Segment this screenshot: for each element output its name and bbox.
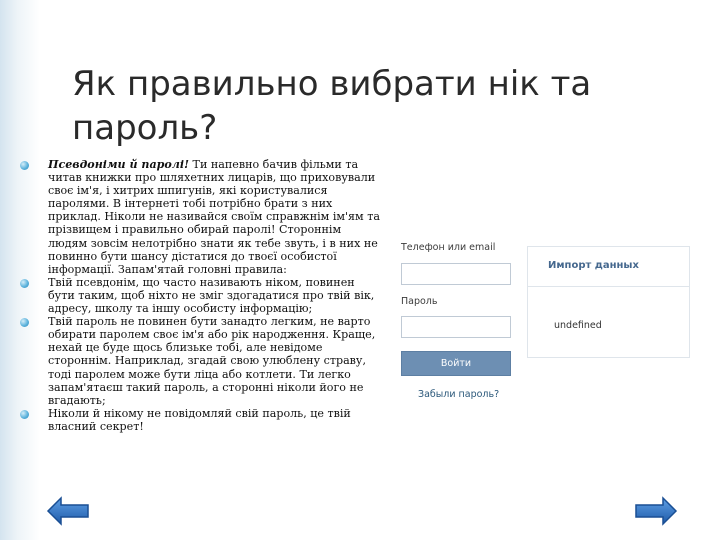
forgot-password-link[interactable]: Забыли пароль? bbox=[418, 389, 500, 400]
login-button[interactable]: Войти bbox=[401, 351, 511, 376]
bullet-item bbox=[20, 158, 380, 276]
email-field[interactable] bbox=[401, 263, 511, 285]
import-panel-title: Импорт данных bbox=[548, 260, 639, 271]
import-panel-value: undefined bbox=[554, 320, 602, 331]
right-arrow-icon bbox=[634, 496, 678, 526]
password-label: Пароль bbox=[401, 296, 438, 307]
bullet-text: Твій пароль не повинен бути занадто легким, не варто обирати паролем своє ім'я або рік народження. Краще, нехай це буде щось близьке тобі, але невідоме стороннім. Наприклад, згадай свою улюблену страву, тоді паролем може бути ліца або котлети. Ти легко запам'ятаєш такий пароль, а сторонні ніколи його не вгадають; bbox=[48, 315, 376, 407]
bullet-lead: Псевдоніми й паролі! bbox=[48, 158, 190, 171]
forward-button[interactable] bbox=[634, 496, 678, 526]
bullet-text: Твій псевдонім, що часто називають ніком, повинен бути таким, щоб ніхто не зміг здогадатися про твій вік, адресу, школу та іншу особисту інформацію; bbox=[48, 275, 375, 316]
bullet-text: Ти напевно бачив фільми та читав книжки про шляхетних лицарів, що приховували своє ім'я, і хитрих шпигунів, які користувалися паролями. В інтернеті тобі потрібно брати з них приклад. Ніколи не називайся своїм справжнім ім'ям та прізвищем і правильно обирай паролі! Стороннім людям зовсім нелотрібно знати як тебе звуть, і в них не повинно бути шансу дістатися до твоєї особистої інформації. Запам'ятай головні правила: bbox=[48, 158, 380, 276]
divider bbox=[528, 286, 689, 287]
login-screenshot bbox=[393, 232, 693, 412]
slide-title: Як правильно вибрати нік та пароль? bbox=[72, 64, 592, 148]
bullet-item bbox=[20, 407, 380, 433]
bullet-dot-icon bbox=[20, 279, 29, 288]
bullet-list bbox=[20, 158, 380, 433]
bullet-dot-icon bbox=[20, 318, 29, 327]
bullet-text: Ніколи й нікому не повідомляй свій пароль, це твій власний секрет! bbox=[48, 406, 351, 433]
bullet-item bbox=[20, 315, 380, 407]
import-panel bbox=[527, 246, 690, 358]
left-arrow-icon bbox=[46, 496, 90, 526]
email-label: Телефон или email bbox=[401, 242, 496, 253]
bullet-dot-icon bbox=[20, 161, 29, 170]
back-button[interactable] bbox=[46, 496, 90, 526]
password-field[interactable] bbox=[401, 316, 511, 338]
bullet-dot-icon bbox=[20, 410, 29, 419]
bullet-item bbox=[20, 276, 380, 315]
